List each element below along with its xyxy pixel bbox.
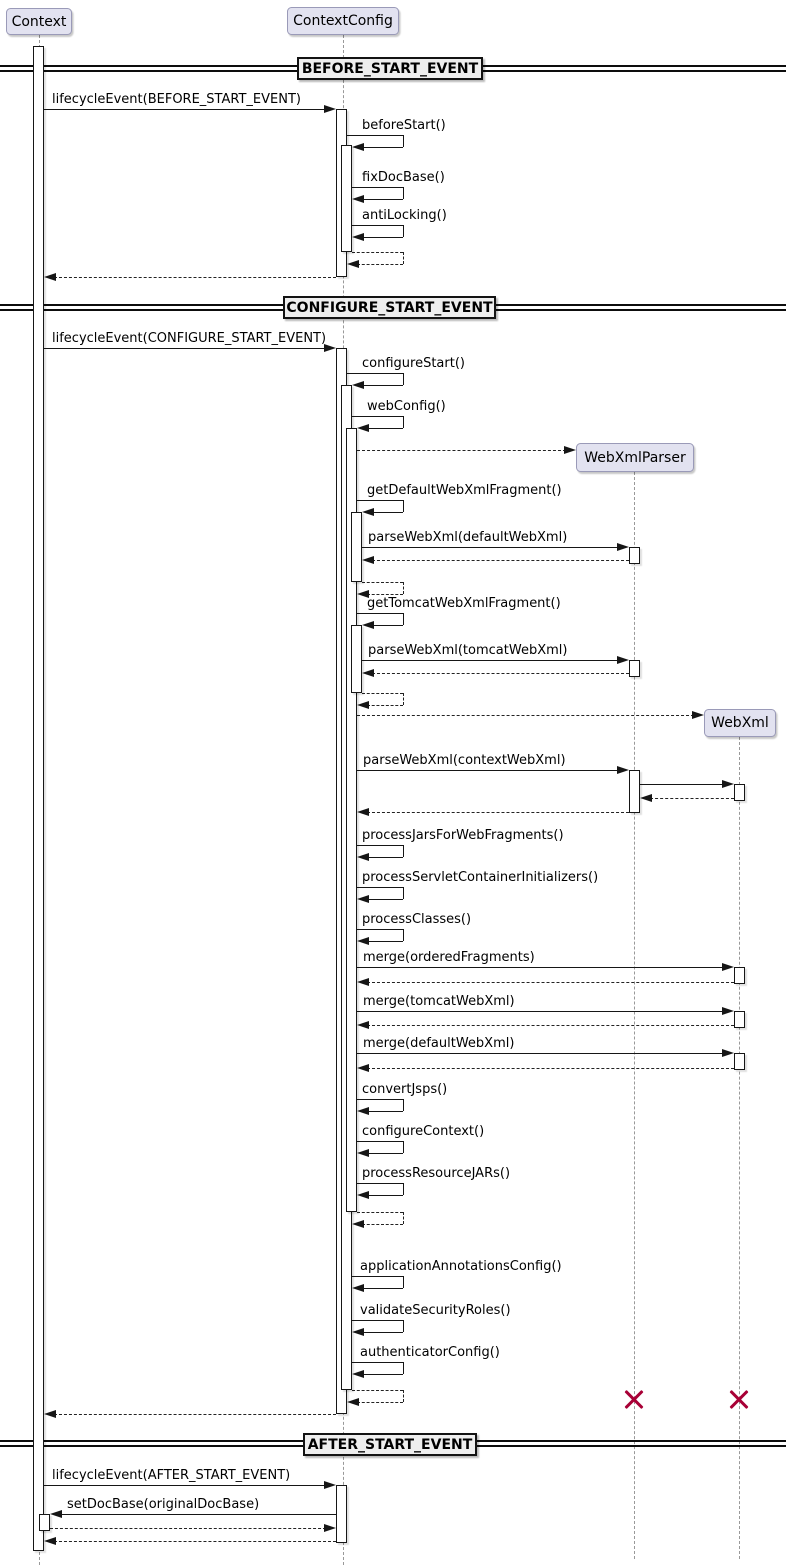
- arrowhead: [352, 195, 364, 203]
- message-line: [403, 613, 404, 625]
- message-line: [357, 887, 403, 888]
- message-line: [44, 109, 326, 110]
- message-line: [357, 929, 403, 930]
- message-line: [367, 1153, 403, 1154]
- message-label: lifecycleEvent(BEFORE_START_EVENT): [52, 92, 301, 107]
- message-line: [403, 135, 404, 147]
- arrowhead: [362, 621, 374, 629]
- message-line: [367, 428, 403, 429]
- divider-label: BEFORE_START_EVENT: [297, 57, 483, 80]
- arrowhead: [44, 1410, 56, 1418]
- message-line: [357, 967, 724, 968]
- arrowhead: [324, 105, 336, 113]
- message-line: [362, 1224, 403, 1225]
- message-label: lifecycleEvent(AFTER_START_EVENT): [52, 1468, 291, 1483]
- message-line: [367, 982, 734, 983]
- message-line: [352, 225, 403, 226]
- arrowhead: [50, 1510, 62, 1518]
- message-line: [362, 199, 403, 200]
- message-label: applicationAnnotationsConfig(): [360, 1259, 562, 1274]
- arrowhead: [357, 1021, 369, 1029]
- arrowhead: [357, 895, 369, 903]
- activation-bar: [629, 547, 640, 564]
- message-line: [372, 560, 629, 561]
- activation-bar: [734, 1053, 745, 1070]
- message-line: [54, 277, 336, 278]
- message-line: [372, 673, 629, 674]
- message-line: [403, 416, 404, 428]
- message-line: [44, 348, 326, 349]
- destroy-x-icon: [624, 1389, 644, 1409]
- message-label: processJarsForWebFragments(): [362, 828, 564, 843]
- message-label: parseWebXml(tomcatWebXml): [368, 643, 568, 658]
- message-line: [357, 715, 694, 716]
- activation-bar: [734, 1011, 745, 1028]
- message-line: [352, 1362, 403, 1363]
- message-label: merge(tomcatWebXml): [363, 994, 515, 1009]
- message-line: [352, 1320, 403, 1321]
- message-line: [403, 225, 404, 237]
- message-label: antiLocking(): [362, 208, 447, 223]
- message-line: [650, 798, 734, 799]
- arrowhead: [352, 233, 364, 241]
- message-line: [403, 252, 404, 264]
- message-label: parseWebXml(defaultWebXml): [368, 530, 568, 545]
- message-line: [347, 135, 403, 136]
- message-line: [352, 187, 403, 188]
- message-label: configureStart(): [362, 356, 465, 371]
- arrowhead: [357, 978, 369, 986]
- arrowhead: [640, 794, 652, 802]
- arrowhead: [324, 1481, 336, 1489]
- message-line: [367, 1111, 403, 1112]
- message-label: getTomcatWebXmlFragment(): [367, 596, 561, 611]
- lifeline: [739, 737, 740, 1559]
- destroy-x-icon: [729, 1389, 749, 1409]
- message-line: [352, 1390, 403, 1391]
- message-line: [357, 1183, 403, 1184]
- message-line: [357, 500, 403, 501]
- message-line: [403, 1141, 404, 1153]
- arrowhead: [722, 1049, 734, 1057]
- arrowhead: [564, 446, 576, 454]
- message-line: [357, 264, 403, 265]
- message-line: [367, 1195, 403, 1196]
- participant-contextconfig: ContextConfig: [287, 7, 399, 35]
- message-line: [362, 147, 403, 148]
- message-line: [403, 1362, 404, 1374]
- activation-bar: [341, 145, 352, 252]
- arrowhead: [352, 381, 364, 389]
- message-line: [403, 929, 404, 941]
- arrowhead: [352, 143, 364, 151]
- message-line: [44, 1485, 326, 1486]
- message-label: beforeStart(): [362, 118, 446, 133]
- message-line: [372, 512, 403, 513]
- arrowhead: [617, 543, 629, 551]
- message-line: [403, 693, 404, 705]
- arrowhead: [357, 853, 369, 861]
- arrowhead: [362, 508, 374, 516]
- arrowhead: [357, 1107, 369, 1115]
- message-line: [367, 899, 403, 900]
- message-label: validateSecurityRoles(): [360, 1303, 511, 1318]
- arrowhead: [352, 1328, 364, 1336]
- message-line: [367, 941, 403, 942]
- arrowhead: [357, 1191, 369, 1199]
- activation-bar: [39, 1514, 50, 1531]
- activation-bar: [33, 46, 44, 1551]
- divider-label: AFTER_START_EVENT: [303, 1433, 477, 1456]
- message-line: [403, 1099, 404, 1111]
- message-line: [362, 1288, 403, 1289]
- activation-bar: [734, 967, 745, 984]
- arrowhead: [357, 808, 369, 816]
- message-line: [403, 373, 404, 385]
- message-line: [367, 857, 403, 858]
- message-line: [367, 705, 403, 706]
- arrowhead: [352, 1370, 364, 1378]
- arrowhead: [347, 1398, 359, 1406]
- arrowhead: [357, 701, 369, 709]
- message-label: authenticatorConfig(): [360, 1345, 500, 1360]
- message-line: [50, 1528, 326, 1529]
- message-label: setDocBase(originalDocBase): [67, 1497, 260, 1512]
- message-line: [357, 1099, 403, 1100]
- activation-bar: [351, 625, 362, 693]
- message-line: [357, 1212, 403, 1213]
- message-label: webConfig(): [367, 399, 446, 414]
- message-line: [367, 1025, 734, 1026]
- message-label: fixDocBase(): [362, 170, 445, 185]
- arrowhead: [347, 260, 359, 268]
- message-line: [357, 613, 403, 614]
- message-line: [367, 594, 403, 595]
- message-line: [357, 450, 566, 451]
- message-line: [362, 237, 403, 238]
- message-line: [352, 1276, 403, 1277]
- arrowhead: [692, 711, 704, 719]
- message-line: [403, 887, 404, 899]
- message-label: getDefaultWebXmlFragment(): [367, 483, 562, 498]
- arrowhead: [617, 656, 629, 664]
- message-line: [403, 1276, 404, 1288]
- arrowhead: [722, 963, 734, 971]
- activation-bar: [734, 784, 745, 801]
- participant-context: Context: [6, 8, 72, 35]
- message-line: [362, 1332, 403, 1333]
- message-label: processClasses(): [362, 912, 472, 927]
- arrowhead: [722, 1007, 734, 1015]
- message-line: [352, 416, 403, 417]
- message-line: [403, 1212, 404, 1224]
- participant-webxml: WebXml: [704, 709, 776, 737]
- message-label: configureContext(): [362, 1124, 485, 1139]
- message-line: [357, 1402, 403, 1403]
- message-label: convertJsps(): [362, 1082, 448, 1097]
- arrowhead: [44, 1537, 56, 1545]
- message-line: [362, 547, 619, 548]
- message-line: [403, 582, 404, 594]
- message-label: parseWebXml(contextWebXml): [363, 753, 566, 768]
- activation-bar: [336, 1485, 347, 1543]
- message-line: [403, 1320, 404, 1332]
- message-line: [372, 625, 403, 626]
- message-label: lifecycleEvent(CONFIGURE_START_EVENT): [52, 331, 327, 346]
- message-line: [403, 500, 404, 512]
- arrowhead: [357, 937, 369, 945]
- message-line: [367, 1068, 734, 1069]
- message-label: processServletContainerInitializers(): [362, 870, 599, 885]
- arrowhead: [617, 766, 629, 774]
- activation-bar: [351, 512, 362, 582]
- message-label: merge(defaultWebXml): [363, 1036, 515, 1051]
- arrowhead: [362, 556, 374, 564]
- arrowhead: [362, 669, 374, 677]
- message-line: [54, 1414, 336, 1415]
- message-line: [403, 845, 404, 857]
- arrowhead: [357, 424, 369, 432]
- message-line: [54, 1541, 336, 1542]
- activation-bar: [629, 660, 640, 677]
- message-line: [367, 812, 629, 813]
- arrowhead: [44, 273, 56, 281]
- message-line: [640, 784, 724, 785]
- message-line: [362, 385, 403, 386]
- message-line: [347, 373, 403, 374]
- message-label: merge(orderedFragments): [363, 950, 535, 965]
- message-line: [357, 845, 403, 846]
- message-line: [357, 770, 619, 771]
- message-line: [362, 582, 403, 583]
- message-line: [403, 187, 404, 199]
- arrowhead: [352, 1284, 364, 1292]
- arrowhead: [324, 1524, 336, 1532]
- participant-webxmlparser: WebXmlParser: [576, 443, 694, 472]
- arrowhead: [357, 1064, 369, 1072]
- message-line: [357, 1011, 724, 1012]
- message-line: [403, 1183, 404, 1195]
- arrowhead: [722, 780, 734, 788]
- message-line: [362, 660, 619, 661]
- message-line: [60, 1514, 336, 1515]
- divider-label: CONFIGURE_START_EVENT: [283, 296, 496, 319]
- message-line: [357, 1141, 403, 1142]
- message-label: processResourceJARs(): [362, 1166, 511, 1181]
- activation-bar: [629, 770, 640, 813]
- message-line: [403, 1390, 404, 1402]
- arrowhead: [357, 1149, 369, 1157]
- message-line: [352, 252, 403, 253]
- message-line: [362, 1374, 403, 1375]
- message-line: [357, 1053, 724, 1054]
- message-line: [362, 693, 403, 694]
- arrowhead: [352, 1220, 364, 1228]
